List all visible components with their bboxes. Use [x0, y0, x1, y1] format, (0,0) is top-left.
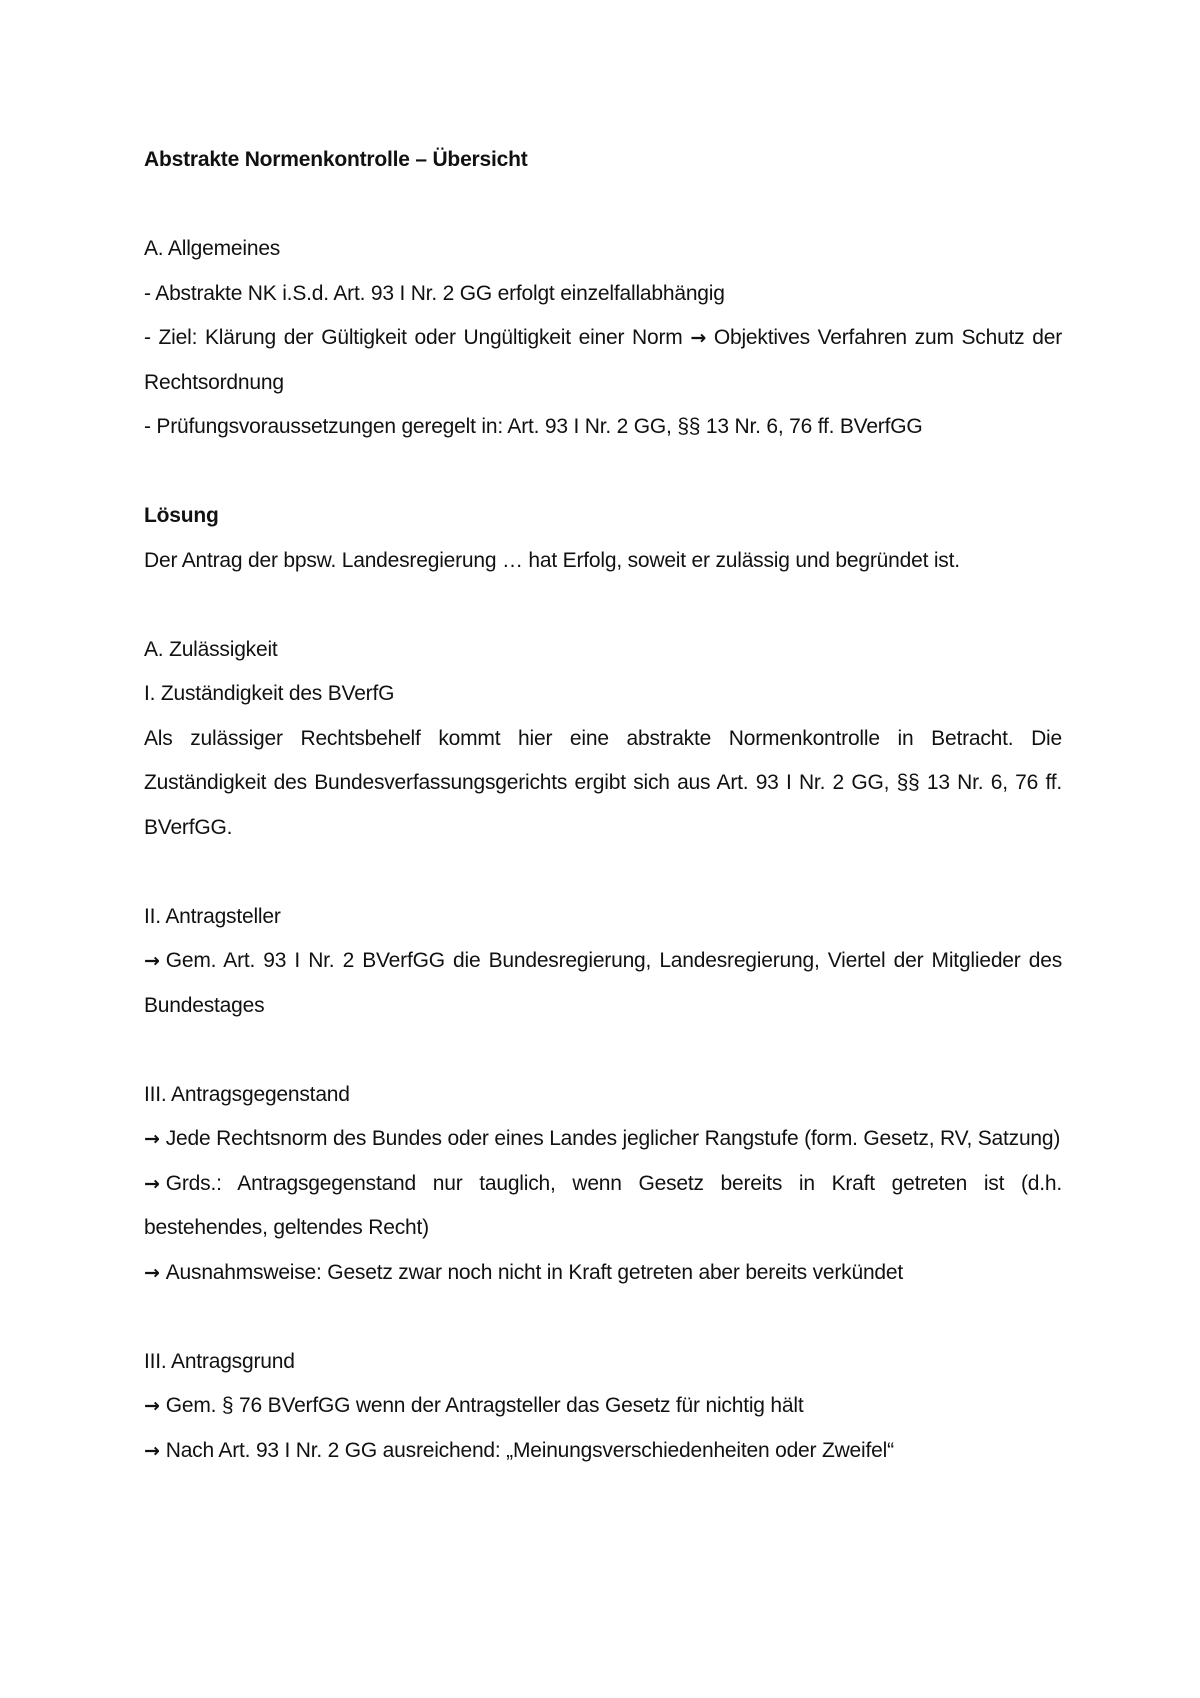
arrow-icon: →: [144, 1261, 160, 1284]
antragsgegenstand-item-1: [144, 1117, 1062, 1162]
subheading-antragsgrund: III. Antragsgrund: [144, 1349, 295, 1373]
arrow-icon: →: [144, 1128, 160, 1150]
arrow-icon: →: [144, 1439, 160, 1462]
spacer: [144, 850, 1062, 895]
antragsgrund-item-2-text: Nach Art. 93 I Nr. 2 GG ausreichend: „Meinungsverschiedenheiten oder Zweifel“: [165, 1438, 894, 1462]
arrow-icon: →: [144, 1395, 160, 1417]
antragsgrund-item-1: [144, 1384, 1062, 1429]
document-body: [144, 138, 1062, 1473]
antragsgegenstand-item-3-text: Ausnahmsweise: Gesetz zwar noch nicht in Kraft getreten aber bereits verkündet: [165, 1260, 904, 1284]
subheading-zustaendigkeit: I. Zuständigkeit des BVerfG: [144, 682, 395, 705]
spacer: [144, 1028, 1062, 1073]
section-heading-loesung: Lösung: [144, 504, 219, 527]
antragsgegenstand-item-1-text: Jede Rechtsnorm des Bundes oder eines Landes jeglicher Rangstufe (form. Gesetz, RV, Satzung): [165, 1127, 1061, 1150]
antragsgrund-item-1-text: Gem. § 76 BVerfGG wenn der Antragsteller das Gesetz für nichtig hält: [165, 1394, 804, 1417]
antragsteller-item: [144, 939, 1062, 1028]
spacer: [144, 1295, 1062, 1340]
section-heading-zulaessigkeit: A. Zulässigkeit: [144, 637, 278, 661]
loesung-text: Der Antrag der bpsw. Landesregierung … hat Erfolg, soweit er zulässig und begründet ist.: [144, 548, 960, 572]
allgemeines-item-1: - Abstrakte NK i.S.d. Art. 93 I Nr. 2 GG erfolgt einzelfallabhängig: [144, 281, 725, 305]
allgemeines-item-3: - Prüfungsvoraussetzungen geregelt in: Art. 93 I Nr. 2 GG, §§ 13 Nr. 6, 76 ff. BVerfGG: [144, 415, 923, 438]
subheading-antragsgegenstand: III. Antragsgegenstand: [144, 1082, 350, 1106]
antragsgegenstand-item-2: [144, 1162, 1062, 1251]
spacer: [144, 183, 1062, 228]
antragsgegenstand-item-2-text: Grds.: Antragsgegenstand nur tauglich, wenn Gesetz bereits in Kraft getreten ist (d.h. bestehendes, geltendes Recht): [144, 1171, 1062, 1239]
allgemeines-item-2-part-2: Objektives Verfahren zum Schutz der Rechtsordnung: [144, 326, 1062, 394]
spacer: [144, 450, 1062, 495]
subheading-antragsteller: II. Antragsteller: [144, 904, 281, 928]
allgemeines-item-2: [144, 316, 1062, 405]
document-title: Abstrakte Normenkontrolle – Übersicht: [144, 148, 528, 171]
zustaendigkeit-text: Als zulässiger Rechtsbehelf kommt hier eine abstrakte Normenkontrolle in Betracht. Die Zuständigkeit des Bundesverfassungsgerichts ergibt sich aus Art. 93 I Nr. 2 GG, §§ 13 Nr. 6, 76 ff. BVerfGG.: [144, 726, 1062, 839]
spacer: [144, 583, 1062, 628]
arrow-icon: →: [144, 1172, 160, 1195]
allgemeines-item-2-part-1: - Ziel: Klärung der Gültigkeit oder Ungültigkeit einer Norm: [144, 326, 683, 349]
antragsgegenstand-item-3: [144, 1251, 1062, 1296]
antragsteller-text: Gem. Art. 93 I Nr. 2 BVerfGG die Bundesregierung, Landesregierung, Viertel der Mitglieder des Bundestages: [144, 949, 1062, 1017]
antragsgrund-item-2: [144, 1429, 1062, 1474]
arrow-icon: →: [690, 327, 707, 349]
section-heading-allgemeines: A. Allgemeines: [144, 237, 281, 260]
arrow-icon: →: [144, 950, 160, 972]
